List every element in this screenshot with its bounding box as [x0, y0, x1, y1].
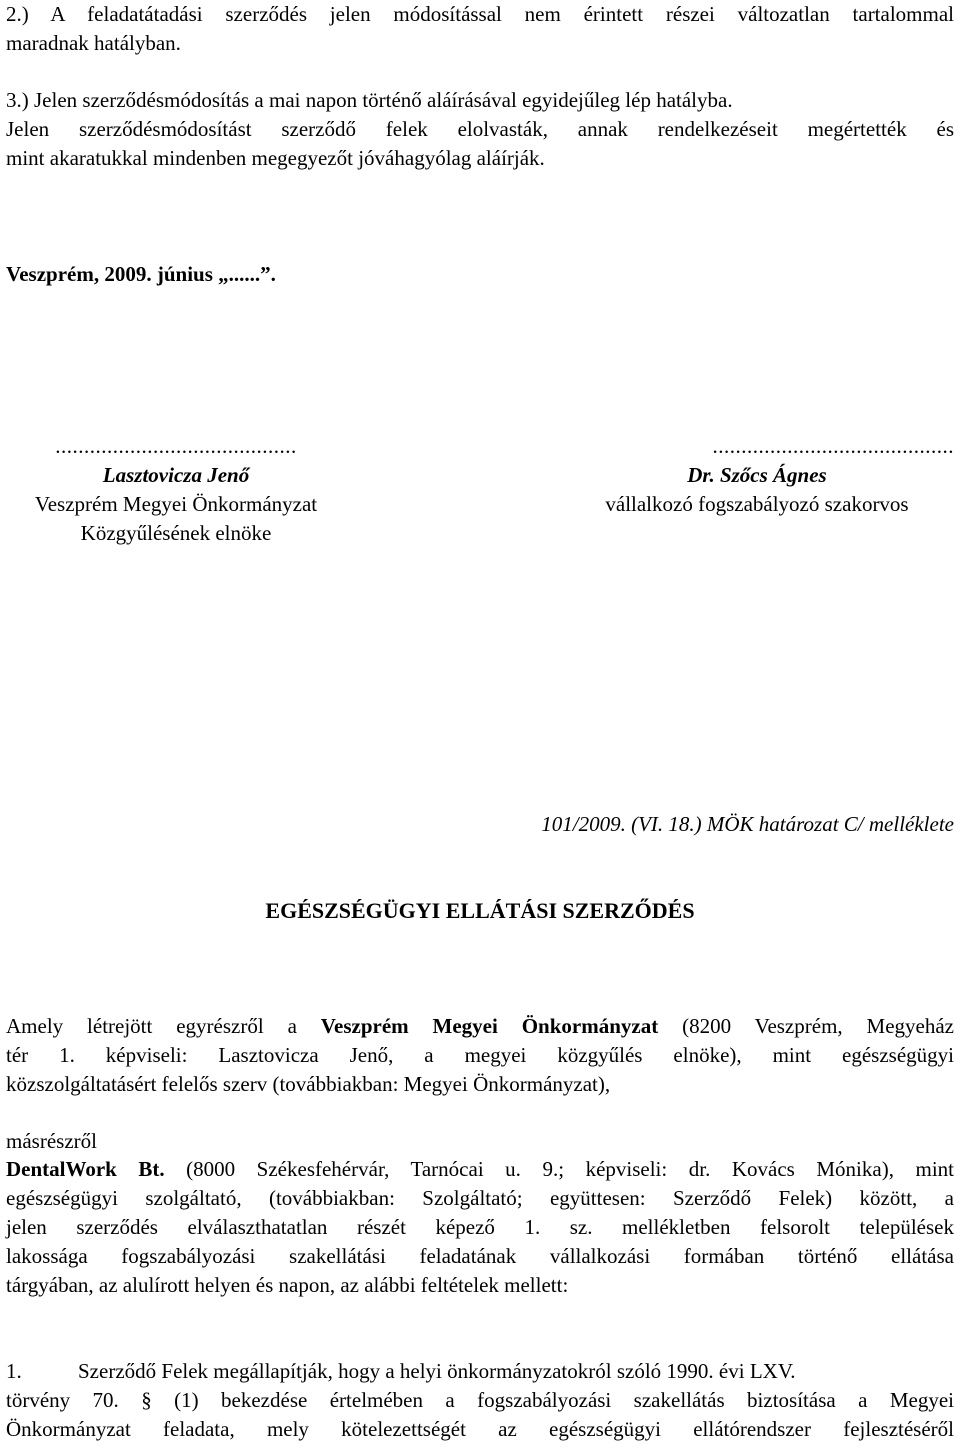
- party-1-line: közszolgáltatásért felelős szerv (továbbiakban: Megyei Önkormányzat),: [6, 1072, 611, 1096]
- annex-reference: 101/2009. (VI. 18.) MÖK határozat C/ melléklete: [541, 812, 954, 836]
- clause-3-line: Jelen szerződésmódosítást szerződő felek elolvasták, annak rendelkezéseit megértették és: [6, 117, 954, 141]
- point-number: 1.: [6, 1359, 22, 1383]
- party-2-address: (8000 Székesfehérvár, Tarnócai u. 9.; képviseli: dr. Kovács Mónika), mint: [164, 1157, 954, 1181]
- party-1-prefix: Amely létrejött egyrészről a: [6, 1014, 321, 1038]
- signatory-name: Lasztovicza Jenő: [102, 463, 250, 487]
- party-2-line: lakossága fogszabályozási szakellátási feladatának vállalkozási formában történő ellátása: [6, 1244, 954, 1268]
- clause-3-line: 3.) Jelen szerződésmódosítás a mai napon történő aláírásával egyidejűleg lép hatályba.: [6, 88, 733, 112]
- party-2-line: egészségügyi szolgáltató, (továbbiakban: Szolgáltató; együttesen: Szerződő Felek) között, a: [6, 1186, 954, 1210]
- party-1-line: tér 1. képviseli: Lasztovicza Jenő, a megyei közgyűlés elnöke), mint egészségügyi: [6, 1043, 954, 1067]
- point-1-line: törvény 70. § (1) bekezdése értelmében a fogszabályozási szakellátás biztosítása a Megyei: [6, 1388, 954, 1412]
- point-1-text: Szerződő Felek megállapítják, hogy a helyi önkormányzatokról szóló 1990. évi LXV.: [78, 1359, 796, 1383]
- contract-title: EGÉSZSÉGÜGYI ELLÁTÁSI SZERZŐDÉS: [265, 898, 695, 923]
- signatory-title: vállalkozó fogszabályozó szakorvos: [605, 492, 909, 516]
- signature-line: ..........................................: [712, 434, 954, 458]
- party-1-line: [6, 1012, 954, 1041]
- masreszrol-label: másrészről: [6, 1129, 97, 1153]
- party-2-line: [6, 1155, 954, 1184]
- party-1-address: (8200 Veszprém, Megyeház: [658, 1014, 954, 1038]
- party-2-name: DentalWork Bt.: [6, 1157, 165, 1181]
- clause-2: [6, 0, 954, 58]
- signature-left: [0, 432, 352, 548]
- party-2-line: jelen szerződés elválaszthatatlan részét képező 1. sz. mellékletben felsorolt települések: [6, 1215, 954, 1239]
- signatory-name: Dr. Szőcs Ágnes: [687, 463, 827, 487]
- party-1-name: Veszprém Megyei Önkormányzat: [320, 1014, 659, 1038]
- clause-2-line: 2.) A feladatátadási szerződés jelen módosítással nem érintett részei változatlan tartalommal: [6, 2, 954, 26]
- signature-line: ..........................................: [55, 434, 297, 458]
- point-1-line: Önkormányzat feladata, mely kötelezettségét az egészségügyi ellátórendszer fejlesztéséről: [6, 1417, 954, 1441]
- signature-right: [560, 432, 954, 519]
- point-1: [6, 1357, 954, 1444]
- signatory-title: Közgyűlésének elnöke: [80, 521, 272, 545]
- clause-2-line: maradnak hatályban.: [6, 31, 181, 55]
- party-2: [6, 1155, 954, 1300]
- party-2-line: tárgyában, az alulírott helyen és napon, az alábbi feltételek mellett:: [6, 1273, 569, 1297]
- place-date: Veszprém, 2009. június „......”.: [6, 262, 276, 286]
- party-1: [6, 1012, 954, 1099]
- signatory-title: Veszprém Megyei Önkormányzat: [34, 492, 318, 516]
- point-1-line: [6, 1357, 954, 1386]
- clause-3-line: mint akaratukkal mindenben megegyezőt jóváhagyólag aláírják.: [6, 146, 545, 170]
- clause-3: [6, 86, 954, 173]
